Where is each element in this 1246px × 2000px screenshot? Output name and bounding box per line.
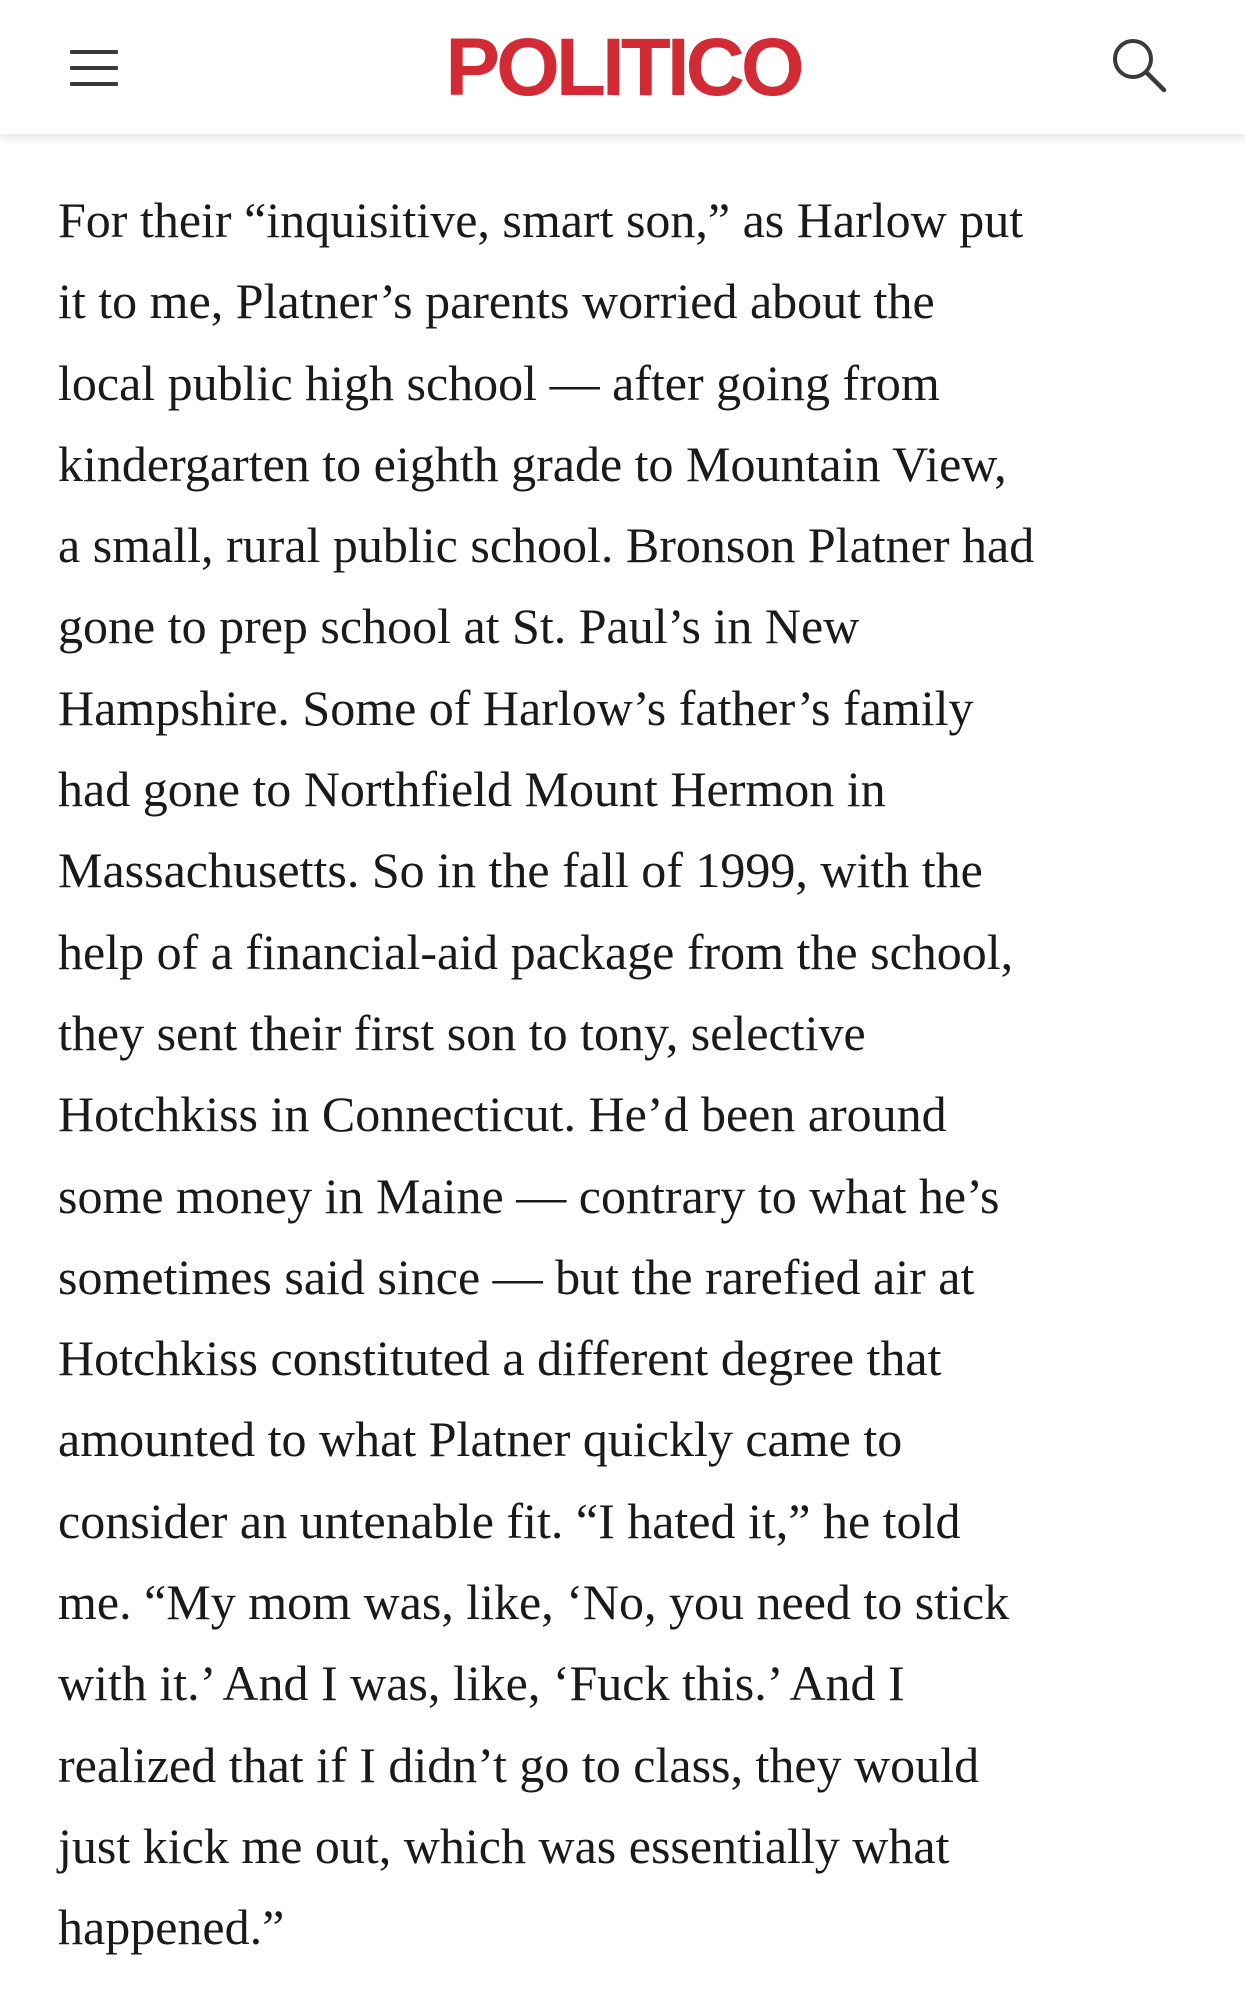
paragraph-line: a small, rural public school. Bronson Platner had — [58, 517, 1035, 574]
paragraph-line: Hotchkiss in Connecticut. He’d been around — [58, 1086, 947, 1143]
politico-logo[interactable]: POLITICO — [445, 22, 801, 113]
paragraph-line: local public high school — after going from — [58, 354, 940, 411]
paragraph-line: amounted to what Platner quickly came to — [58, 1411, 903, 1468]
paragraph-line: had gone to Northfield Mount Hermon in — [58, 761, 886, 818]
paragraph-line: me. “My mom was, like, ‘No, you need to stick — [58, 1574, 1010, 1631]
paragraph-line: For their “inquisitive, smart son,” as Harlow put — [58, 192, 1024, 248]
paragraph-line: realized that if I didn’t go to class, they would — [58, 1736, 980, 1793]
paragraph-line: Hampshire. Some of Harlow’s father’s family — [58, 679, 974, 736]
paragraph-line: it to me, Platner’s parents worried about the — [58, 273, 935, 330]
paragraph-line: with it.’ And I was, like, ‘Fuck this.’ And I — [58, 1655, 905, 1712]
search-icon — [1108, 34, 1170, 96]
paragraph-line: gone to prep school at St. Paul’s in New — [58, 598, 860, 655]
paragraph-line: sometimes said since — but the rarefied air at — [58, 1248, 975, 1305]
paragraph-line: just kick me out, which was essentially what — [58, 1817, 950, 1874]
paragraph-line: happened.” — [58, 1899, 285, 1956]
search-button[interactable] — [1108, 34, 1170, 96]
paragraph-line: consider an untenable fit. “I hated it,” he told — [58, 1492, 961, 1549]
article-paragraph — [58, 180, 1198, 1969]
paragraph-line: they sent their first son to tony, selective — [58, 1004, 866, 1061]
paragraph-line: some money in Maine — contrary to what he’s — [58, 1167, 1000, 1224]
paragraph-line: Massachusetts. So in the fall of 1999, with the — [58, 842, 983, 899]
site-header — [0, 0, 1246, 134]
paragraph-line: help of a financial-aid package from the school, — [58, 923, 1014, 980]
paragraph-line: kindergarten to eighth grade to Mountain View, — [58, 435, 1007, 492]
paragraph-line: Hotchkiss constituted a different degree that — [58, 1330, 942, 1387]
